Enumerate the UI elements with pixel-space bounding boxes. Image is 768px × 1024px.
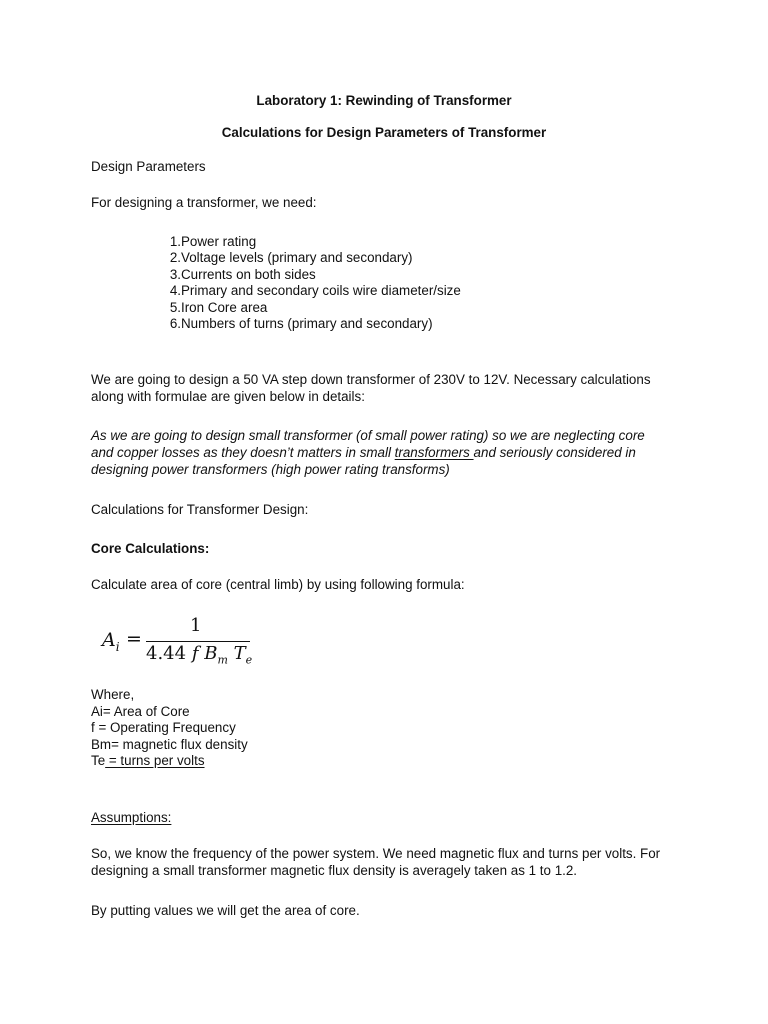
denominator-frequency: f	[191, 643, 199, 664]
requirements-list	[155, 234, 461, 332]
list-item	[155, 266, 316, 283]
note-line: designing power transformers (high power rating transforms)	[91, 462, 450, 477]
denominator-flux-subscript: m	[217, 653, 228, 667]
list-item	[155, 250, 413, 266]
list-item-number: 5.	[169, 299, 181, 315]
where-item: f = Operating Frequency	[91, 720, 236, 735]
formula-denominator	[146, 643, 252, 667]
section-label-design-parameters: Design Parameters	[91, 159, 206, 174]
list-item	[155, 299, 268, 316]
document-subtitle: Calculations for Design Parameters of Transformer	[221, 125, 547, 140]
list-item-text: Primary and secondary coils wire diameter/size	[181, 283, 461, 299]
closing-line: By putting values we will get the area of core.	[91, 903, 360, 918]
paragraph-line: We are going to design a 50 VA step down transformer of 230V to 12V. Necessary calculations	[91, 372, 651, 387]
intro-lead: For designing a transformer, we need:	[91, 195, 317, 210]
formula-numerator: 1	[190, 615, 202, 636]
calc-heading: Calculations for Transformer Design:	[91, 502, 309, 517]
note-text: and copper losses as they doesn’t matters in small	[91, 445, 395, 460]
list-item	[155, 283, 461, 299]
where-label: Where,	[91, 687, 135, 702]
list-item-text: Currents on both sides	[181, 266, 316, 282]
list-item-number: 6.	[169, 315, 181, 331]
assumptions-heading: Assumptions:	[91, 810, 172, 825]
te-symbol: Te	[91, 753, 106, 768]
core-heading: Core Calculations:	[91, 541, 210, 556]
list-item-number: 2.	[169, 250, 181, 266]
assumptions-line: designing a small transformer magnetic flux density is averagely taken as 1 to 1.2.	[91, 863, 578, 878]
denominator-coefficient: 4.44	[146, 643, 187, 664]
te-definition: = turns per volts	[105, 753, 205, 768]
core-lead: Calculate area of core (central limb) by using following formula:	[91, 577, 465, 592]
list-item	[155, 234, 257, 250]
note-underlined-text: transformers	[394, 445, 474, 460]
where-item: Ai= Area of Core	[91, 704, 190, 719]
document-title: Laboratory 1: Rewinding of Transformer	[256, 93, 512, 108]
denominator-flux: B	[204, 643, 218, 664]
where-item	[91, 753, 205, 770]
paragraph-line: along with formulae are given below in details:	[91, 389, 365, 404]
denominator-turns: T	[233, 643, 246, 664]
formula-lhs	[102, 629, 120, 654]
formula-equals: =	[126, 628, 142, 650]
list-item-number: 4.	[169, 283, 181, 299]
where-item: Bm= magnetic flux density	[91, 737, 248, 752]
list-item-text: Iron Core area	[181, 299, 268, 315]
list-item-text: Numbers of turns (primary and secondary)	[181, 315, 433, 331]
note-text: and seriously considered in	[473, 445, 636, 460]
core-area-formula	[100, 612, 260, 672]
denominator-turns-subscript: e	[245, 653, 253, 667]
list-item-number: 3.	[169, 266, 181, 282]
list-item-text: Voltage levels (primary and secondary)	[181, 250, 413, 266]
formula-lhs-subscript: i	[115, 639, 120, 654]
note-line	[91, 445, 636, 462]
list-item-number: 1.	[169, 234, 181, 249]
formula-lhs-symbol: A	[102, 629, 116, 651]
list-item	[155, 315, 433, 332]
note-line: As we are going to design small transformer (of small power rating) so we are neglecting core	[91, 428, 645, 443]
assumptions-line: So, we know the frequency of the power system. We need magnetic flux and turns per volts. For	[91, 846, 661, 861]
list-item-text: Power rating	[181, 234, 257, 249]
